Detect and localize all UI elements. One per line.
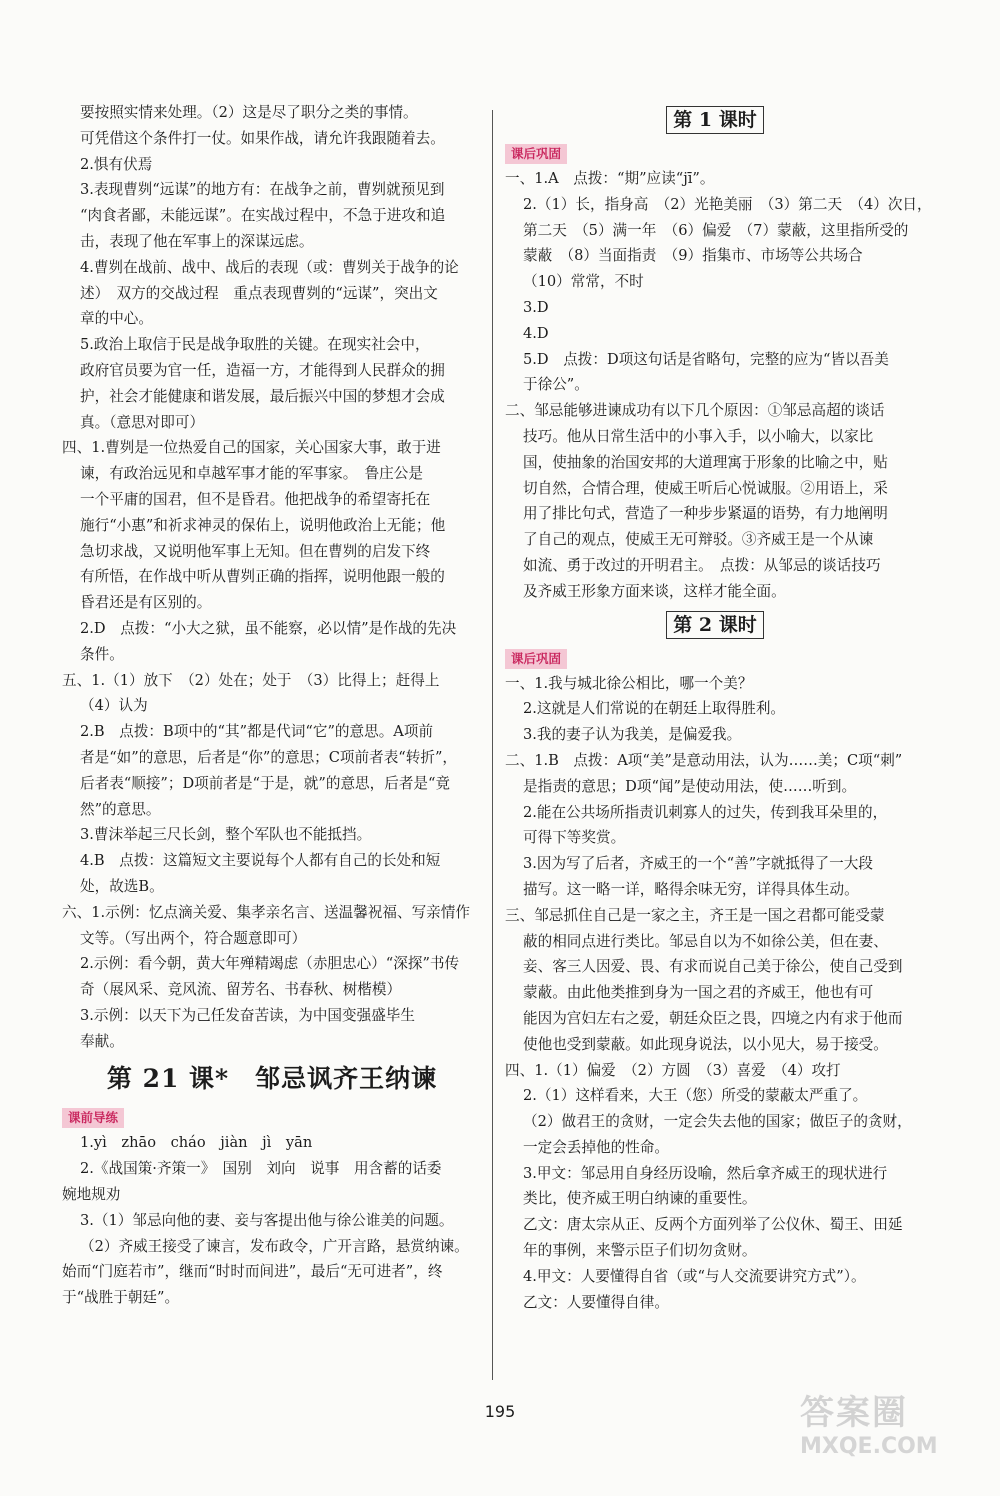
column-divider <box>492 110 493 1380</box>
text-line: 奇（展风采、竞风流、留芳名、书春秋、树楷模） <box>80 981 402 999</box>
text-line: 2.《战国策·齐策一》 国别 刘向 说事 用含蓄的话委 <box>80 1160 442 1178</box>
text-line: 条件。 <box>80 645 124 663</box>
watermark-logo: 答案圈 MXQE.COM <box>800 1393 938 1459</box>
text-line: （2）做君王的贪财，一定会失去他的国家；做臣子的贪财， <box>523 1113 912 1131</box>
text-line: 3.我的妻子认为我美，是偏爱我。 <box>523 726 742 744</box>
text-line: 3.表现曹刿“远谋”的地方有：在战争之前，曹刿就预见到 <box>80 181 445 199</box>
text-line: 五、1.（1）放下 （2）处在；处于 （3）比得上；赶得上 <box>62 671 440 689</box>
text-line: 蒙蔽 （8）当面指责 （9）指集市、市场等公共场合 <box>523 247 863 265</box>
text-line: 2.D 点拨：“小大之狱，虽不能察，必以情”是作战的先决 <box>80 619 457 637</box>
text-line: 2.示例：看今朝，黄大年殚精竭虑（赤胆忠心）“深探”书传 <box>80 955 460 973</box>
text-line: 昏君还是有区别的。 <box>80 594 212 612</box>
text-line: 蔽的相同点进行类比。邹忌自以为不如徐公美，但在妻、 <box>523 932 888 950</box>
left-column <box>62 100 482 1311</box>
text-line: 3.曹沫举起三尺长剑，整个军队也不能抵挡。 <box>80 826 372 844</box>
text-line: 2.这就是人们常说的在朝廷上取得胜利。 <box>523 700 786 718</box>
text-line: 5.政治上取信于民是战争取胜的关键。在现实社会中， <box>80 336 430 354</box>
text-line: 婉地规劝 <box>62 1186 121 1204</box>
text-line: 一、1.A 点拨：“期”应读“jī”。 <box>505 170 715 187</box>
page-number: 195 <box>484 1402 516 1421</box>
text-line: 2.惧有伏焉 <box>80 155 153 173</box>
lesson-21-title: 第 21 课* 邹忌讽齐王纳谏 <box>106 1064 438 1094</box>
text-line: 用了排比句式，营造了一种步步紧逼的语势，有力地阐明 <box>523 505 888 523</box>
text-line: 始而“门庭若市”，继而“时时而间进”，最后“无可进者”，终 <box>62 1263 443 1281</box>
text-line: 施行“小惠”和祈求神灵的保佑上，说明他政治上无能；他 <box>80 516 446 534</box>
text-line: “肉食者鄙，未能远谋”。在实战过程中，不急于进攻和追 <box>80 207 446 225</box>
text-line: 3.因为写了后者，齐威王的一个“善”字就抵得了一大段 <box>523 855 873 873</box>
text-line: 护，社会才能健康和谐发展，最后振兴中国的梦想才会成 <box>80 387 445 405</box>
text-line: 二、1.B 点拨：A项“美”是意动用法，认为……美；C项“刺” <box>505 751 903 769</box>
text-line: 3.示例：以天下为己任发奋苦读，为中国变强盛毕生 <box>80 1006 415 1024</box>
text-line: 如流、勇于改过的开明君主。 点拨：从邹忌的谈话技巧 <box>523 556 881 574</box>
text-line: 四、1.曹刿是一位热爱自己的国家，关心国家大事，敢于进 <box>62 439 441 457</box>
text-line: 2.B 点拨：B项中的“其”都是代词“它”的意思。A项前 <box>80 723 434 741</box>
text-line: 章的中心。 <box>80 310 153 328</box>
text-line: 政府官员要为官一任，造福一方，才能得到人民群众的拥 <box>80 361 445 379</box>
text-line: 于“战胜于朝廷”。 <box>62 1289 180 1307</box>
text-line: 者是“如”的意思，后者是“你”的意思；C项前者表“转折”， <box>80 748 457 766</box>
text-line: 然”的意思。 <box>80 800 161 818</box>
text-line: 能因为宫妇左右之爱，朝廷众臣之畏，四境之内有求于他而 <box>523 1009 903 1027</box>
text-line: 类比，使齐威王明白纳谏的重要性。 <box>523 1190 757 1208</box>
text-line: 了自己的观点，使威王无可辩驳。③齐威王是一个从谏 <box>523 531 874 549</box>
text-line: 4.甲文：人要懂得自省（或“与人交流要讲究方式”）。 <box>523 1267 866 1285</box>
text-line: 击，表现了他在军事上的深谋远虑。 <box>80 232 314 250</box>
text-line: 一定会丢掉他的性命。 <box>523 1138 669 1156</box>
text-line: 奉献。 <box>80 1032 124 1050</box>
text-line: 2.（1）长，指身高 （2）光艳美丽 （3）第二天 （4）次日， <box>523 195 932 213</box>
text-line: 后者表“顺接”；D项前者是“于是，就”的意思，后者是“竟 <box>80 774 451 792</box>
text-line: 2.能在公共场所指责讥刺寡人的过失，传到我耳朵里的， <box>523 803 888 821</box>
text-line: 是指责的意思；D项“闻”是使动用法，使……听到。 <box>523 777 857 795</box>
text-line: 1.yì zhāo cháo jiàn jì yān <box>80 1134 313 1152</box>
text-line: 于徐公”。 <box>523 376 589 394</box>
text-line: 可凭借这个条件打一仗。如果作战，请允许我跟随着去。 <box>80 129 445 147</box>
text-line: 4.B 点拨：这篇短文主要说每个人都有自己的长处和短 <box>80 852 441 870</box>
text-line: 乙文：唐太宗从正、反两个方面列举了公仪休、蜀王、田延 <box>523 1216 903 1234</box>
text-line: 可得下等奖赏。 <box>523 829 626 847</box>
text-line: 5.D 点拨：D项这句话是省略句，完整的应为“皆以吾美 <box>523 350 889 368</box>
text-line: （10）常常，不时 <box>523 273 644 291</box>
text-line: 及齐威王形象方面来谈，这样才能全面。 <box>523 582 786 600</box>
text-line: 第二天 （5）满一年 （6）偏爱 （7）蒙蔽，这里指所受的 <box>523 221 909 239</box>
text-line: 3.甲文：邹忌用自身经历设喻，然后拿齐威王的现状进行 <box>523 1164 888 1182</box>
period-1-title: 第 1 课时 <box>505 100 925 140</box>
section-tag-review-1: 课后巩固 <box>505 144 567 164</box>
text-line: 处，故选B。 <box>80 877 164 895</box>
text-line: 有所悟，在作战中听从曹刿正确的指挥，说明他跟一般的 <box>80 568 445 586</box>
text-line: 妾、客三人因爱、畏、有求而说自己美于徐公，使自己受到 <box>523 958 903 976</box>
text-line: 真。（意思对即可） <box>80 413 205 431</box>
text-line: 要按照实情来处理。（2）这是尽了职分之类的事情。 <box>80 104 418 121</box>
text-line: 文等。（写出两个，符合题意即可） <box>80 929 307 947</box>
text-line: 急切求战，又说明他军事上无知。但在曹刿的启发下终 <box>80 542 431 560</box>
text-line: 述） 双方的交战过程 重点表现曹刿的“远谋”，突出文 <box>80 284 438 302</box>
text-line: 一、1.我与城北徐公相比，哪一个美？ <box>505 674 753 692</box>
text-line: 二、邹忌能够进谏成功有以下几个原因：①邹忌高超的谈话 <box>505 402 885 420</box>
text-line: 六、1.示例：忆点滴关爱、集孝亲名言、送温馨祝福、写亲情作 <box>62 903 470 921</box>
text-line: 谏，有政治远见和卓越军事才能的军事家。 鲁庄公是 <box>80 465 423 483</box>
text-line: 年的事例，来警示臣子们切勿贪财。 <box>523 1242 757 1260</box>
text-line: 3.D <box>523 298 549 316</box>
text-line: （2）齐威王接受了谏言，发布政令，广开言路，悬赏纳谏。 <box>80 1237 469 1255</box>
text-line: （4）认为 <box>80 697 148 715</box>
right-column <box>505 100 932 1315</box>
lesson-21-tag-row <box>62 1104 482 1130</box>
text-line: 三、邹忌抓住自己是一家之主，齐王是一国之君都可能受蒙 <box>505 906 885 924</box>
text-line: 4.曹刿在战前、战中、战后的表现（或：曹刿关于战争的论 <box>80 258 459 276</box>
text-line: 一个平庸的国君，但不是昏君。他把战争的希望寄托在 <box>80 490 431 508</box>
text-line: 2.（1）这样看来，大王（您）所受的蒙蔽太严重了。 <box>523 1087 868 1105</box>
text-line: 四、1.（1）偏爱 （2）方圆 （3）喜爱 （4）攻打 <box>505 1061 841 1079</box>
section-tag-review-2: 课后巩固 <box>505 649 567 669</box>
period-1-tag-row <box>505 140 925 166</box>
text-line: 蒙蔽。由此他类推到身为一国之君的齐威王，他也有可 <box>523 984 874 1002</box>
text-line: 3.（1）邹忌向他的妻、妾与客提出他与徐公谁美的问题。 <box>80 1211 454 1229</box>
text-line: 描写。这一略一详，略得余味无穷，详得具体生动。 <box>523 880 859 898</box>
section-tag-preview: 课前导练 <box>62 1108 124 1128</box>
text-line: 4.D <box>523 324 549 342</box>
period-2-title: 第 2 课时 <box>505 605 925 645</box>
text-line: 乙文：人要懂得自律。 <box>523 1293 669 1311</box>
text-line: 使他也受到蒙蔽。如此现身说法，以小见大，易于接受。 <box>523 1035 888 1053</box>
text-line: 切自然，合情合理，使威王听后心悦诚服。②用语上，采 <box>523 479 888 497</box>
text-line: 技巧。他从日常生活中的小事入手，以小喻大，以家比 <box>523 427 874 445</box>
period-2-tag-row <box>505 645 925 671</box>
text-line: 国，使抽象的治国安邦的大道理寓于形象的比喻之中，贴 <box>523 453 888 471</box>
